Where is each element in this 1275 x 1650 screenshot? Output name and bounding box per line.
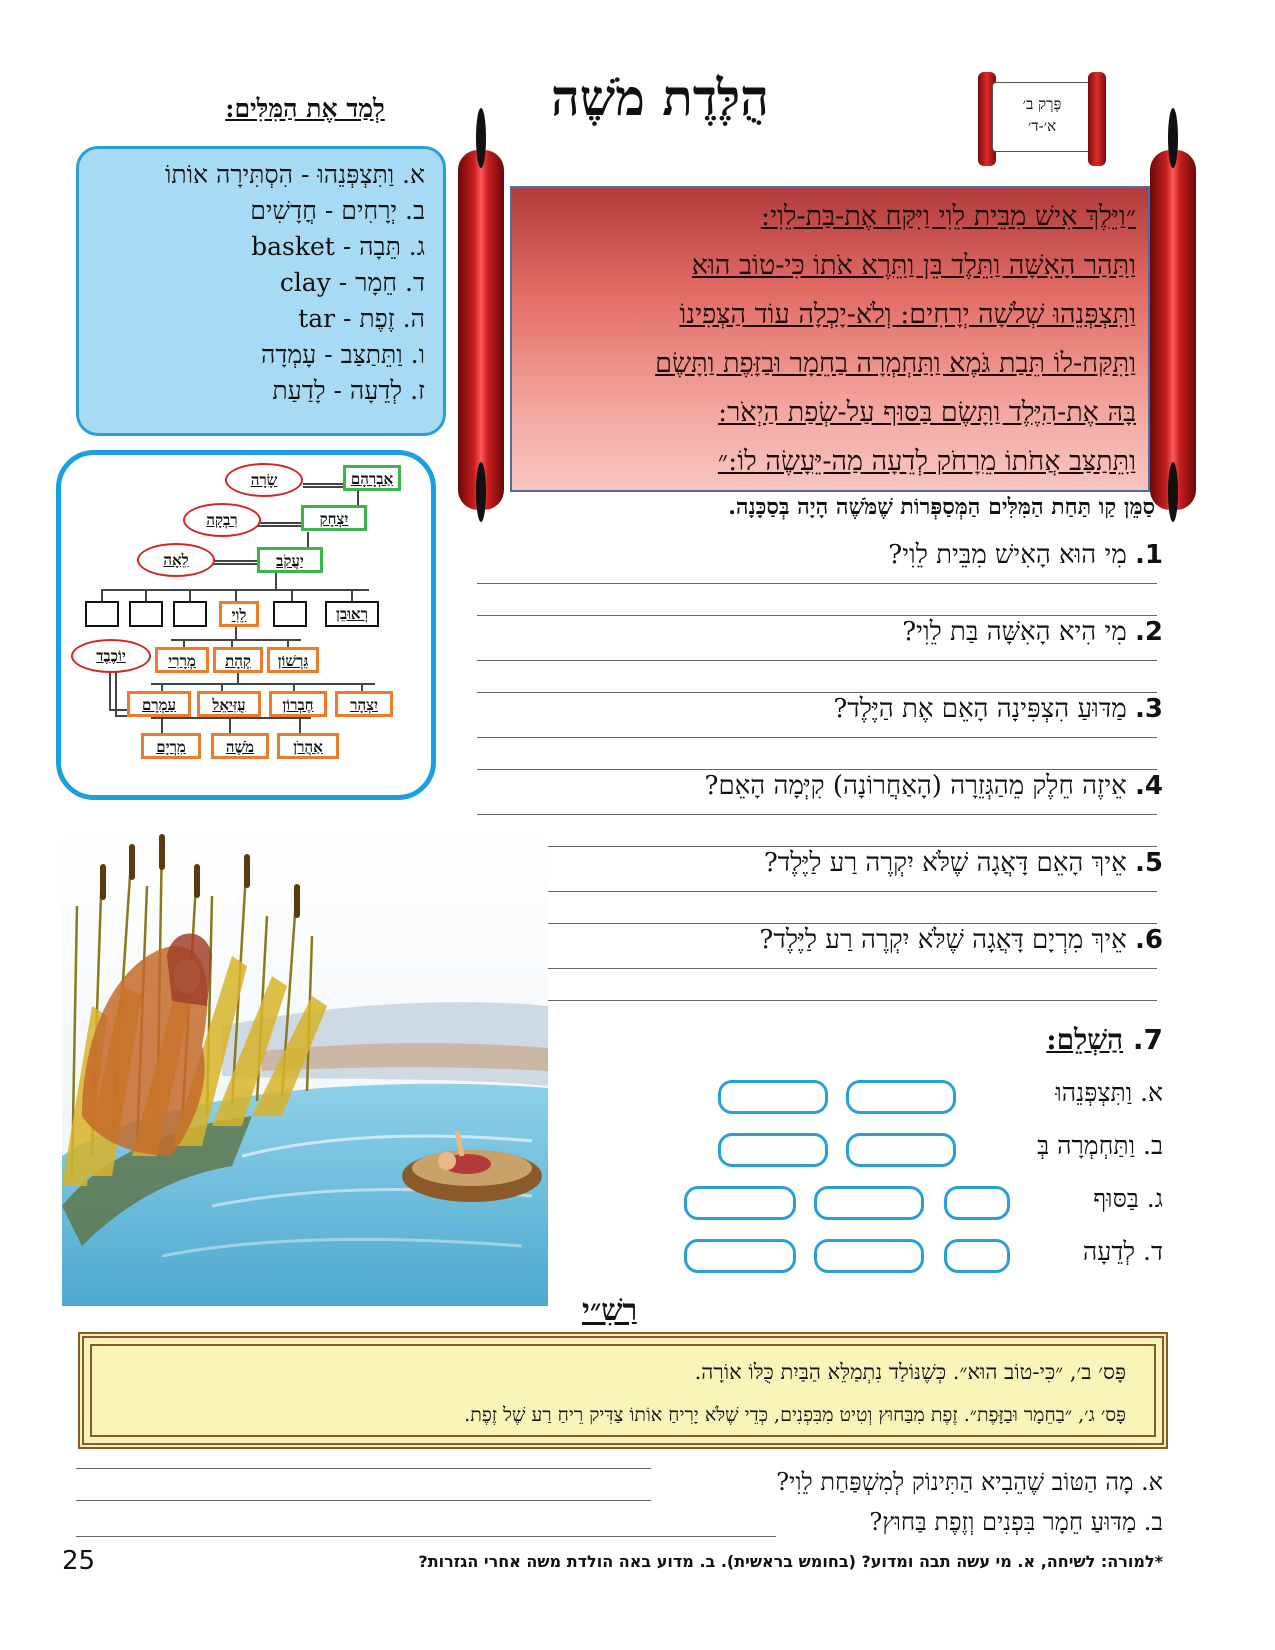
tree-line [211,560,263,562]
complete-heading [1046,1023,1163,1057]
vocab-item: ה. זֶפֶת - tar [298,304,425,333]
tree-moshe: מֹשֶׁה [211,733,269,759]
complete-title: הַשְׁלֵם: [1046,1023,1124,1056]
question-number: 3. [1135,694,1163,724]
tree-line [151,717,311,719]
tree-yitzchak: יִצְחָק [301,505,367,531]
verse-line: וַתֵּתַצַּב אֲחֹתוֹ מֵרָחֹק לְדֵעָה מַה-יֵּעָשֶׂה לוֹ:״ [717,446,1136,477]
badge-line1: פֶּרֶק ב׳ [1022,95,1062,113]
tree-line [211,563,263,565]
vocab-box [76,146,446,436]
answer-box[interactable] [944,1239,1010,1273]
answer-box[interactable] [814,1239,924,1273]
question-text: אֵיזֶה חֵלֶק מֵהַגְּזֵרָה (הָאַחֲרוֹנָה) קִיְּמָה הָאֵם? [704,771,1127,801]
tree-son-empty [273,601,307,627]
answer-line[interactable] [477,846,1157,847]
tree-line [253,525,307,527]
scroll-verses [510,186,1150,492]
answer-box[interactable] [718,1080,828,1114]
verse-line: וַתַּהַר הָאִשָּׁה וַתֵּלֶד בֵּן וַתֵּרֶא אֹתוֹ כִּי-טוֹב הוּא [691,250,1136,281]
verse-line: וַתִּקַּח-לוֹ תֵּבַת גֹּמֶא וַתַּחְמְרָה בַחֵמָר וּבַזָּפֶת וַתָּשֶׂם [655,348,1136,379]
answer-line[interactable] [477,769,1157,770]
scroll-cap-top-left [476,108,486,168]
question-3 [833,694,1163,724]
tree-chevron: חֶבְרוֹן [269,691,327,717]
tree-son-empty [129,601,163,627]
scroll-rod-left [458,150,504,510]
tree-yocheved: יוֹכֶבֶד [71,639,151,673]
tree-line [171,639,301,641]
verse-line: וַתִּצְפְּנֵהוּ שְׁלֹשָׁה יְרָחִים: וְלֹא-יָכְלָה עוֹד הַצְּפִינוֹ [679,299,1136,330]
vocab-title: לְמַד אֶת הַמִּלִּים: [225,94,385,123]
tree-son-empty [173,601,207,627]
tree-merari: מְרָרִי [155,647,209,673]
tree-line [109,709,129,711]
badge-line2: א׳-ד׳ [1027,117,1057,135]
question-number: 5. [1135,848,1163,878]
answer-line[interactable] [477,692,1157,693]
answer-box[interactable] [684,1239,796,1273]
answer-line[interactable] [477,891,1157,892]
verse-line: ״וַיֵּלֶךְ אִישׁ מִבֵּית לֵוִי וַיִּקַּח אֶת-בַּת-לֵוִי: [760,201,1136,232]
complete-item-b: ב. וַתַּחְמְרָה בְּ [1037,1131,1163,1160]
tree-avraham: אַבְרָהָם [343,465,401,491]
tree-line [235,627,237,639]
tree-line [237,673,239,683]
answer-box[interactable] [846,1080,956,1114]
question-1 [888,540,1163,570]
rashi-line-1: פָּס׳ ב׳, ״כִּי-טוֹב הוּא״. כְּשֶׁנּוֹלַד נִתְמַלֵּא הַבַּיִת כֻּלּוֹ אוֹרָה. [694,1360,1126,1384]
answer-line[interactable] [76,1500,651,1501]
question-4 [705,771,1163,801]
vocab-item: ג. תֵּבָה - basket [251,232,425,261]
scroll-cap-bottom-right [1168,462,1178,522]
complete-item-a: א. וַתִּצְפְּנֵהוּ [1055,1078,1163,1107]
answer-box[interactable] [846,1133,956,1167]
tree-levi: לֵוִי [219,601,259,627]
answer-line[interactable] [477,1000,1157,1001]
scroll-cap-bottom-left [476,462,486,522]
scroll-rod-right [1150,150,1196,510]
tree-kehat: קְהָת [213,647,263,673]
badge-paper [992,82,1092,152]
tree-line [151,683,375,685]
answer-line[interactable] [477,968,1157,969]
answer-line[interactable] [76,1536,776,1537]
answer-box[interactable] [684,1186,796,1220]
instruction-text: סַמֵּן קַו תַּחַת הַמִּלִּים הַמְּסַפְּרוֹת שֶׁמֹּשֶׁה הָיָה בְּסַכָּנָה. [728,494,1155,520]
tree-aharon: אַהֲרֹן [277,733,339,759]
question-6 [759,925,1163,955]
bottom-question-a: א. מָה הַטּוֹב שֶׁהֵבִיא הַתִּינוֹק לְמִשְׁפַּחַת לֵוִי? [776,1468,1163,1496]
answer-box[interactable] [718,1133,828,1167]
question-number: 4. [1135,771,1163,801]
complete-item-d: ד. לְדֵעָה [1082,1237,1163,1266]
tree-line [229,717,231,733]
vocab-item: ז. לְדֵעָה - לָדַעַת [272,376,425,405]
tree-miriam: מִרְיָם [141,733,201,759]
tree-line [299,717,301,733]
question-text: מִי הִיא הָאִשָּׁה בַּת לֵוִי? [902,617,1127,647]
tree-line [253,522,307,524]
question-text: אֵיךְ מִרְיָם דָּאֲגָה שֶׁלֹּא יִקְרֶה רַע לַיֶּלֶד? [759,925,1127,955]
verse-line: בָּהּ אֶת-הַיֶּלֶד וַתָּשֶׂם בַּסּוּף עַל-שְׂפַת הַיְאֹר: [717,397,1136,428]
vocab-item: ד. חֵמָר - clay [279,268,425,297]
tree-gershon: גֵּרְשׁוֹן [267,647,319,673]
tree-sarah: שָׂרָה [225,463,303,497]
tree-uziel: עֻזִּיאֵל [197,691,261,717]
tree-reuven: רְאוּבֵן [325,601,379,627]
miriam-basket-illustration [62,826,548,1306]
vocab-item: ב. יְרָחִים - חֳדָשִׁים [250,196,425,225]
tree-yitzhar: יִצְהָר [335,691,393,717]
question-text: מִי הוּא הָאִישׁ מִבֵּית לֵוִי? [888,540,1127,570]
tree-rivka: רִבְקָה [183,503,261,537]
rashi-box [78,1332,1168,1449]
complete-item-c: ג. בַּסּוּף [1093,1184,1163,1213]
rashi-title: רַשִׁ״י [582,1293,638,1328]
tree-line [161,717,163,733]
tree-line [275,573,277,589]
tree-line [303,486,347,488]
question-2 [902,617,1163,647]
page-number: 25 [62,1546,96,1576]
answer-line[interactable] [477,615,1157,616]
tree-line [303,483,347,485]
tree-son-empty [85,601,119,627]
teacher-note: *למורה: לשיחה, א. מי עשה תבה ומדוע? (בחומש בראשית). ב. מדוע באה הולדת משה אחרי הגזרות? [418,1552,1163,1571]
question-number: 6. [1135,925,1163,955]
tree-leah: לֵאָה [137,543,215,577]
vocab-item: א. וַתִּצְפְּנֵהוּ - הִסְתִּירָה אוֹתוֹ [164,160,425,189]
scroll-cap-top-right [1168,108,1178,168]
answer-line[interactable] [76,1468,651,1469]
question-number: 1. [1135,540,1163,570]
answer-line[interactable] [477,737,1157,738]
family-tree [56,450,436,800]
bottom-question-b: ב. מַדּוּעַ חֵמָר בִּפְנִים וְזֶפֶת בַּחוּץ? [869,1508,1163,1536]
tree-yaakov: יַעֲקֹב [257,547,323,573]
badge-rod-right [1088,72,1106,166]
page-title: הֻלֶּדֶת מֹשֶׁה [551,68,769,127]
answer-line[interactable] [477,660,1157,661]
answer-box[interactable] [814,1186,924,1220]
vocab-item: ו. וַתֵּתַצַּב - עָמְדָה [260,340,425,369]
question-text: אֵיךְ הָאֵם דָּאֲגָה שֶׁלֹּא יִקְרֶה רַע לַיֶּלֶד? [763,848,1127,878]
question-text: מַדּוּעַ הִצְפִּינָה הָאֵם אֶת הַיֶּלֶד? [833,694,1127,724]
complete-number: 7. [1132,1023,1163,1056]
tree-amram: עַמְרָם [127,691,191,717]
answer-line[interactable] [477,923,1157,924]
question-5 [764,848,1163,878]
rashi-line-2: פָּס׳ ג׳, ״בַחֵמָר וּבַזָּפֶת״. זֶפֶת מִבַּחוּץ וְטִיט מִבִּפְנִים, כְּדֵי שֶׁלֹּא יָרִיחַ אוֹתוֹ צַדִּיק רֵיחַ רַע שֶׁל זֶפֶת. [464,1404,1126,1426]
answer-line[interactable] [477,814,1157,815]
question-number: 2. [1135,617,1163,647]
answer-line[interactable] [477,583,1157,584]
chapter-badge [970,68,1115,168]
answer-box[interactable] [944,1186,1010,1220]
